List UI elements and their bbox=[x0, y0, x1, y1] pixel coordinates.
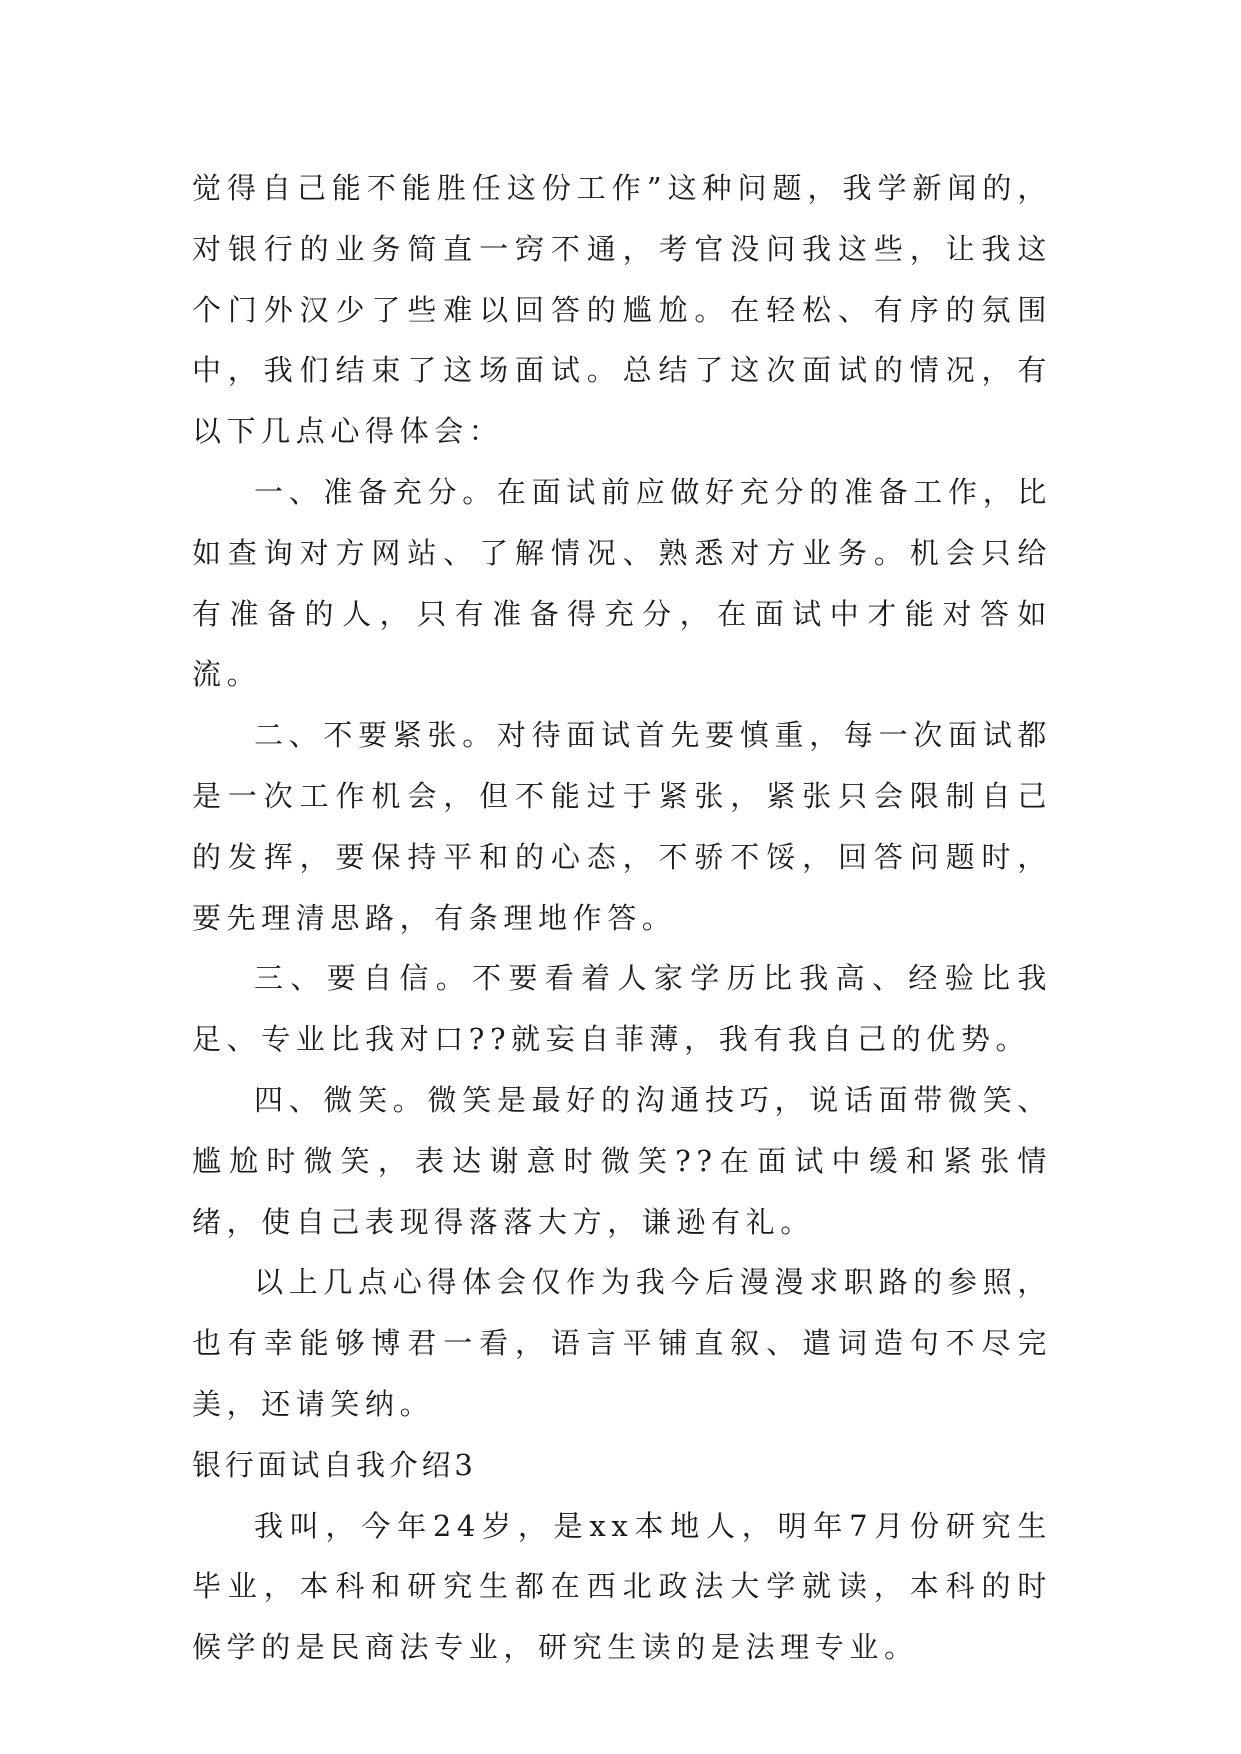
paragraph-conclusion: 以上几点心得体会仅作为我今后漫漫求职路的参照，也有幸能够博君一看，语言平铺直叙、遣词造句不尽完美，还请笑纳。 bbox=[192, 1265, 1052, 1421]
paragraph-point-three: 三、要自信。不要看着人家学历比我高、经验比我足、专业比我对口??就妄自菲薄，我有我自己的优势。 bbox=[192, 961, 1052, 1057]
document-body bbox=[192, 158, 1052, 1678]
section-heading: 银行面试自我介绍3 bbox=[192, 1447, 477, 1482]
paragraph-point-one: 一、准备充分。在面试前应做好充分的准备工作，比如查询对方网站、了解情况、熟悉对方业务。机会只给有准备的人，只有准备得充分，在面试中才能对答如流。 bbox=[192, 474, 1052, 692]
paragraph-continuation: 觉得自己能不能胜任这份工作”这种问题，我学新闻的，对银行的业务简直一窍不通，考官没问我这些，让我这个门外汉少了些难以回答的尴尬。在轻松、有序的氛围中，我们结束了这场面试。总结了这次面试的情况，有以下几点心得体会： bbox=[192, 171, 1052, 449]
paragraph-point-four: 四、微笑。微笑是最好的沟通技巧，说话面带微笑、尴尬时微笑，表达谢意时微笑??在面试中缓和紧张情绪，使自己表现得落落大方，谦逊有礼。 bbox=[192, 1082, 1052, 1239]
paragraph-self-intro: 我叫，今年24岁，是xx本地人，明年7月份研究生毕业，本科和研究生都在西北政法大学就读，本科的时候学的是民商法专业，研究生读的是法理专业。 bbox=[192, 1508, 1052, 1665]
paragraph-point-two: 二、不要紧张。对待面试首先要慎重，每一次面试都是一次工作机会，但不能过于紧张，紧张只会限制自己的发挥，要保持平和的心态，不骄不馁，回答问题时，要先理清思路，有条理地作答。 bbox=[192, 718, 1052, 935]
